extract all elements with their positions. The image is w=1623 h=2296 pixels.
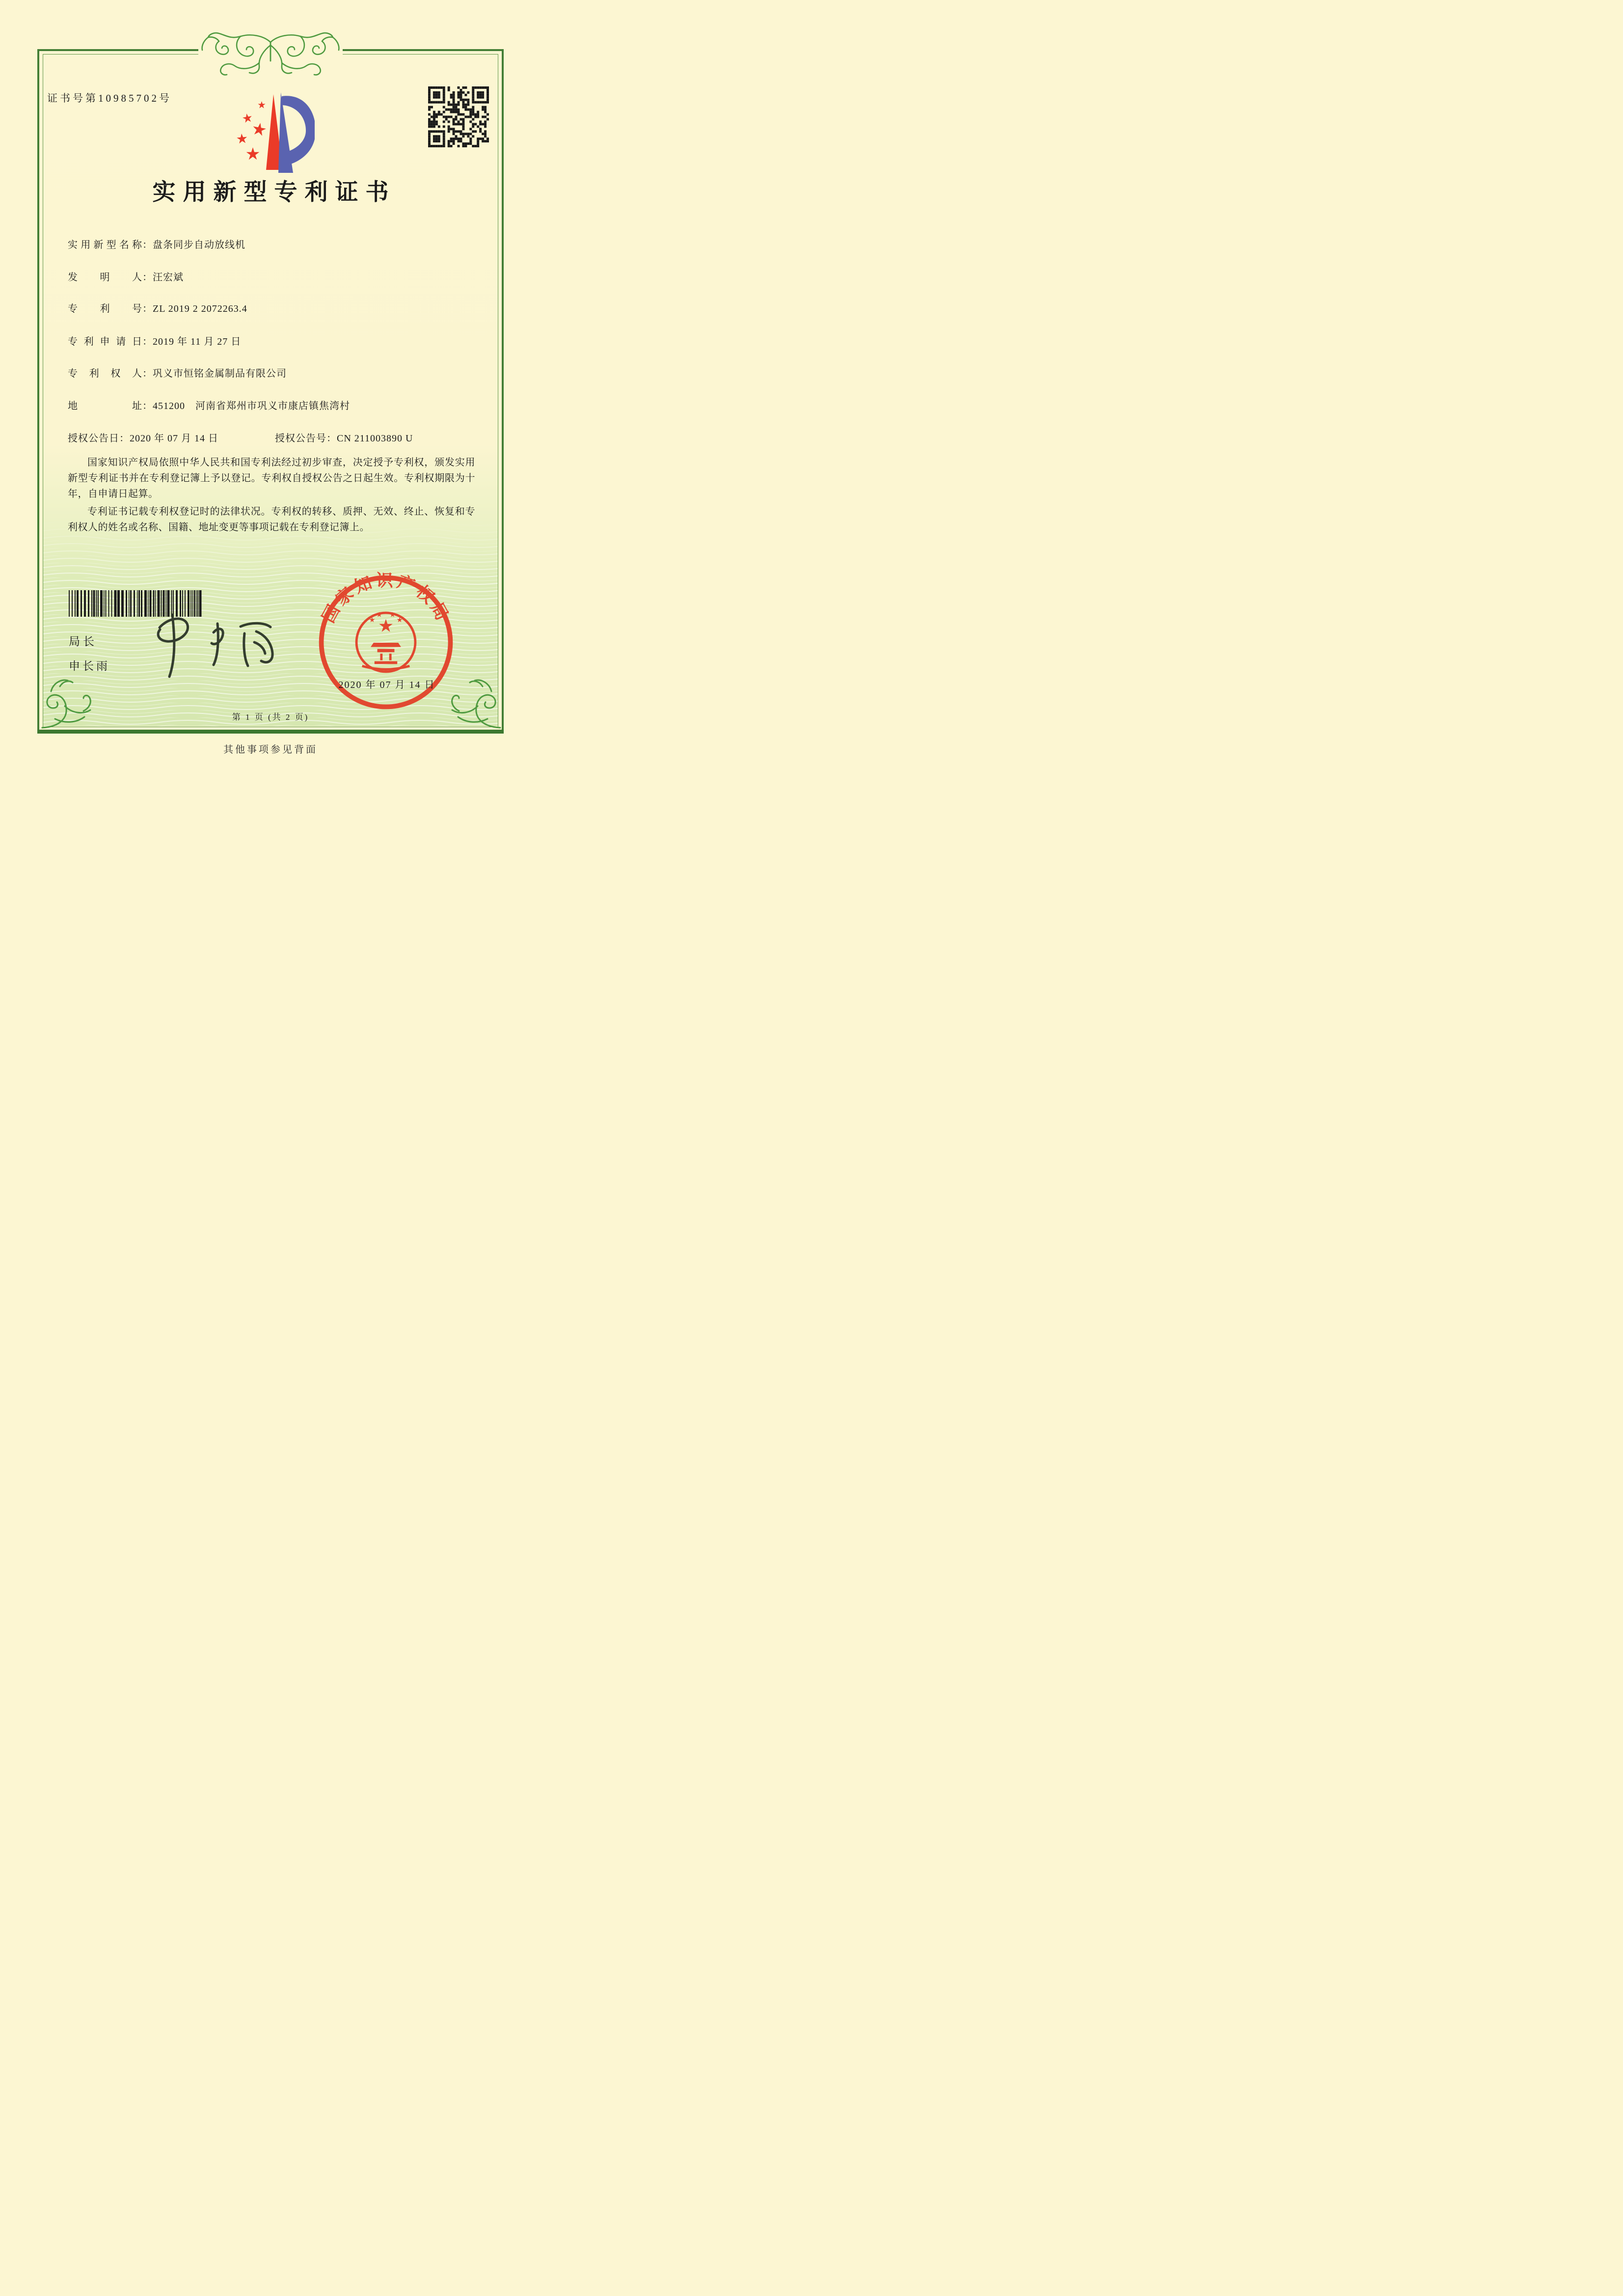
border-bottom-band (37, 730, 504, 734)
field-value: 盘条同步自动放线机 (153, 240, 245, 250)
field-row-utility-name (68, 237, 245, 251)
grant-date-row (68, 430, 218, 444)
colon: ： (142, 336, 153, 347)
grant-number-label: 授权公告号 (275, 433, 326, 444)
field-value: 451200 河南省郑州市巩义市康店镇焦湾村 (153, 401, 350, 411)
field-value: ZL 2019 2 2072263.4 (153, 303, 247, 314)
dragon-ornament (189, 30, 352, 78)
field-label: 专利权人 (68, 368, 142, 379)
field-label: 专利申请日 (68, 336, 142, 347)
colon: ： (142, 272, 153, 283)
grant-date-label: 授权公告日 (68, 433, 119, 444)
svg-text:国家知识产权局 (319, 571, 453, 626)
certificate-title: 实用新型专利证书 (152, 180, 396, 205)
field-row-address (68, 398, 350, 412)
qr-code (428, 86, 489, 147)
legal-text (68, 455, 475, 537)
grant-number-row (275, 430, 413, 444)
border-left-line (37, 49, 39, 734)
legal-paragraph-1: 国家知识产权局依照中华人民共和国专利法经过初步审查，决定授予专利权，颁发实用新型专利证书并在专利登记簿上予以登记。专利权自授权公告之日起生效。专利权期限为十年，自申请日起算。 (68, 457, 475, 499)
certificate-number: 证书号第10985702号 (47, 92, 172, 104)
colon: ： (142, 368, 153, 379)
colon: ： (142, 303, 153, 314)
field-row-inventor (68, 269, 184, 283)
colon: ： (142, 401, 153, 411)
grant-number-value: CN 211003890 U (337, 433, 413, 444)
legal-paragraph-2: 专利证书记载专利权登记时的法律状况。专利权的转移、质押、无效、终止、恢复和专利权人的姓名或名称、国籍、地址变更等事项记载在专利登记簿上。 (68, 506, 475, 533)
back-side-note: 其他事项参见背面 (223, 744, 318, 755)
field-value: 汪宏斌 (153, 272, 184, 283)
colon: ： (326, 433, 337, 444)
field-row-patentee (68, 365, 287, 380)
patent-certificate-page (0, 0, 541, 765)
national-emblem (356, 612, 415, 672)
field-value: 2019 年 11 月 27 日 (153, 336, 242, 347)
field-label: 实用新型名称 (68, 240, 142, 250)
official-seal (315, 571, 457, 713)
seal-text: 国家知识产权局 (319, 571, 453, 626)
director-signature (140, 612, 282, 678)
director-title-label: 局长 (69, 635, 97, 648)
colon: ： (142, 240, 153, 250)
seal-date: 2020 年 07 月 14 日 (338, 680, 435, 690)
field-row-filing-date (68, 333, 241, 348)
director-name: 申长雨 (69, 660, 110, 672)
field-value: 巩义市恒铭金属制品有限公司 (153, 368, 287, 379)
field-label: 专利号 (68, 303, 142, 314)
grant-date-value: 2020 年 07 月 14 日 (130, 433, 218, 444)
cnipa-logo (231, 90, 315, 178)
field-label: 发明人 (68, 272, 142, 283)
border-right-line (502, 49, 504, 734)
field-row-patent-number (68, 301, 247, 315)
page-number: 第 1 页 (共 2 页) (232, 712, 309, 722)
field-label: 地址 (68, 401, 142, 411)
colon: ： (119, 433, 130, 444)
